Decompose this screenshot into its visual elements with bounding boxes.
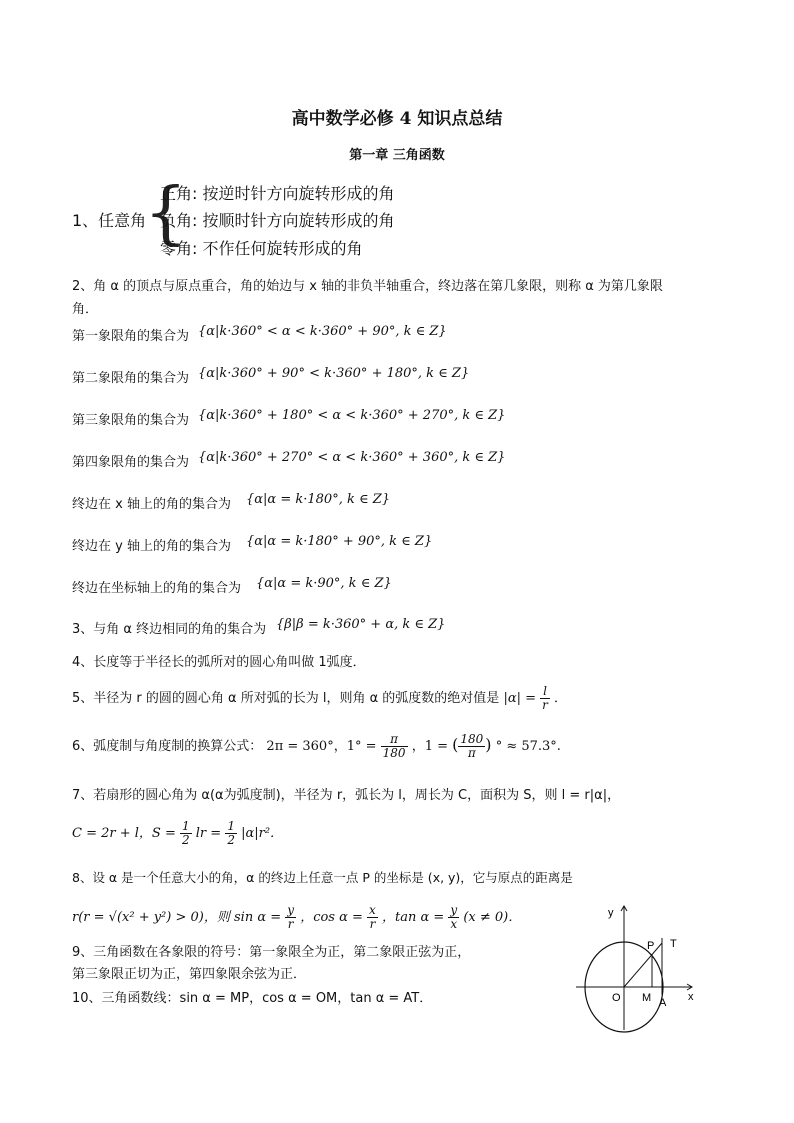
section-3-formula: {β|β = k·360° + α, k ∈ Z}	[276, 617, 446, 632]
brace: {	[144, 174, 188, 253]
angle-def-negative: 负角: 按顺时针方向旋转形成的角	[160, 211, 395, 230]
section-1-label: 1、任意角	[72, 211, 147, 230]
section-5-text: 5、半径为 r 的圆的圆心角 α 所对弧的长为 l，则角 α 的弧度数的绝对值是 |α| = $\frac{l}{r}$ ．	[72, 684, 568, 712]
section-6-formula-1: 2π = 360°，1° =	[266, 739, 377, 754]
fraction-x-over-r: $\frac{x}{r}$	[369, 903, 376, 931]
angle-def-positive: 正角: 按逆时针方向旋转形成的角	[160, 184, 395, 203]
section-8-tan-end: (x ≠ 0)．	[463, 910, 522, 925]
fraction-one-half-a: $\frac{1}{2}$	[181, 819, 190, 847]
section-9-line-2: 第三象限正切为正，第四象限余弦为正．	[72, 967, 307, 982]
set-label-yaxis: 终边在 y 轴上的角的集合为	[72, 539, 231, 554]
section-6-formula-end: ° ≈ 57.3°.	[495, 739, 561, 754]
set-formula-axes: {α|α = k·90°, k ∈ Z}	[256, 576, 392, 591]
section-8-r: r(r = √(x² + y²) > 0)，则	[72, 910, 230, 925]
label-T: T	[670, 938, 677, 950]
label-M: M	[642, 992, 652, 1004]
set-formula-xaxis: {α|α = k·180°, k ∈ Z}	[246, 492, 391, 507]
section-5-sentence: 5、半径为 r 的圆的圆心角 α 所对弧的长为 l，则角 α 的弧度数的绝对值是	[72, 691, 500, 706]
section-6-label: 6、弧度制与角度制的换算公式：	[72, 739, 263, 754]
angle-def-zero: 零角: 不作任何旋转形成的角	[160, 239, 363, 258]
label-y: y	[608, 907, 614, 919]
set-label-xaxis: 终边在 x 轴上的角的集合为	[72, 497, 231, 512]
set-label-q3: 第三象限角的集合为	[72, 413, 190, 428]
label-A: A	[659, 997, 667, 1009]
section-5-lhs: |α| =	[503, 691, 537, 706]
fraction-pi-over-180: $\frac{\pi}{180}$	[382, 732, 406, 760]
section-3-label: 3、与角 α 终边相同的角的集合为	[72, 622, 267, 637]
set-formula-q3: {α|k·360° + 180° < α < k·360° + 270°, k ∈ Z}	[198, 408, 506, 423]
section-8-tan: ，tan α =	[381, 910, 445, 925]
section-7-part-2: lr =	[195, 826, 222, 841]
label-O: O	[612, 992, 621, 1004]
set-formula-q4: {α|k·360° + 270° < α < k·360° + 360°, k ∈ Z}	[198, 450, 506, 465]
fraction-y-over-x: $\frac{y}{x}$	[450, 903, 458, 931]
label-x: x	[688, 991, 694, 1003]
unit-circle-figure	[570, 900, 710, 1035]
section-8-text: 8、设 α 是一个任意大小的角，α 的终边上任意一点 P 的坐标是 (x, y)，它与原点的距离是	[72, 870, 573, 885]
set-label-axes: 终边在坐标轴上的角的集合为	[72, 581, 242, 596]
set-formula-q2: {α|k·360° + 90° < k·360° + 180°, k ∈ Z}	[198, 366, 470, 381]
fraction-y-over-r: $\frac{y}{r}$	[287, 903, 295, 931]
label-P: P	[647, 940, 655, 952]
set-formula-q1: {α|k·360° < α < k·360° + 90°, k ∈ Z}	[198, 324, 447, 339]
set-formula-yaxis: {α|α = k·180° + 90°, k ∈ Z}	[246, 534, 433, 549]
terminal-side	[624, 943, 662, 987]
section-8-sin: sin α =	[233, 910, 282, 925]
section-6: 6、弧度制与角度制的换算公式： 2π = 360°，1° = $\frac{\pi}{180}$ ，1 = ( $\frac{180}{\pi}$ ) ° ≈ 57.3°.	[72, 732, 561, 760]
fraction-180-over-pi: $\frac{180}{\pi}$	[460, 732, 484, 760]
section-8-formula	[72, 904, 521, 931]
section-10-text: 10、三角函数线：sin α = MP，cos α = OM，tan α = AT．	[72, 991, 433, 1006]
chapter-title: 第一章 三角函数	[349, 148, 445, 163]
section-2-text-cont: 角．	[72, 302, 99, 317]
section-8-cos: ，cos α =	[300, 910, 363, 925]
page-title: 高中数学必修 4 知识点总结	[291, 109, 503, 129]
set-label-q1: 第一象限角的集合为	[72, 329, 190, 344]
section-7-formula	[72, 820, 283, 847]
section-7-part-3: |α|r²．	[241, 826, 284, 841]
section-9-line-1: 9、三角函数在各象限的符号：第一象限全为正，第二象限正弦为正，	[72, 945, 471, 960]
set-label-q4: 第四象限角的集合为	[72, 455, 190, 470]
section-2-text: 2、角 α 的顶点与原点重合，角的始边与 x 轴的非负半轴重合，终边落在第几象限，则称 α 为第几象限	[72, 279, 663, 294]
section-7-text: 7、若扇形的圆心角为 α(α为弧度制)，半径为 r，弧长为 l，周长为 C，面积为 S，则 l = r|α|，	[72, 788, 621, 803]
set-label-q2: 第二象限角的集合为	[72, 371, 190, 386]
fraction-one-half-b: $\frac{1}{2}$	[227, 819, 235, 847]
section-6-formula-2: ，1 =	[411, 739, 448, 754]
fraction-l-over-r: $\frac{l}{r}$	[542, 684, 548, 712]
section-7-part-1: C = 2r + l，S =	[72, 826, 176, 841]
section-4-text: 4、长度等于半径长的弧所对的圆心角叫做 1弧度．	[72, 655, 366, 670]
